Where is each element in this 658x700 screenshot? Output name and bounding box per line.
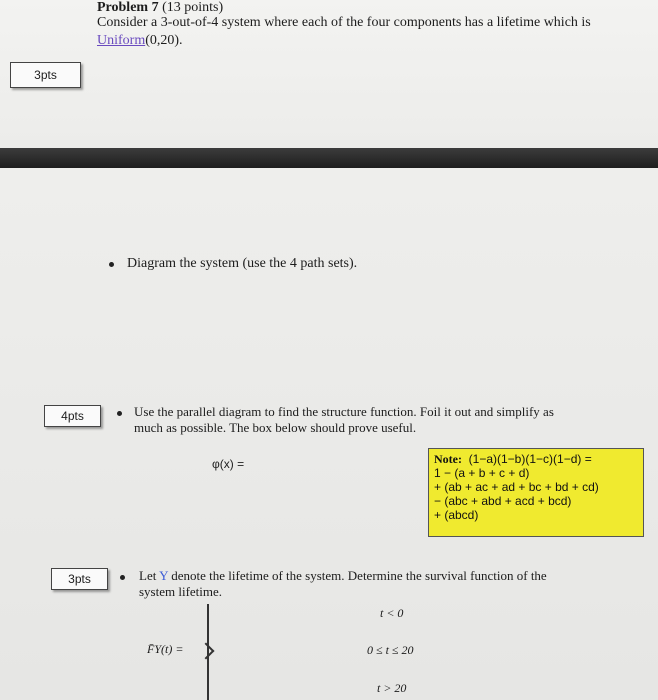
problem-heading: Problem 7: [97, 0, 159, 15]
note-row2: 1 − (a + b + c + d): [434, 466, 530, 480]
part3-instruction-line1: [139, 568, 547, 584]
pts-badge-part3: 3pts: [51, 568, 108, 590]
pts-badge-part2: 4pts: [44, 405, 101, 427]
part2-instruction-line1: Use the parallel diagram to find the structure function. Foil it out and simplify as: [134, 404, 554, 419]
part3-text-a: Let: [139, 568, 160, 583]
variable-y: Y: [159, 568, 168, 583]
part2-instruction-line2: much as possible. The box below should prove useful.: [134, 420, 417, 435]
distribution-params: (0,20).: [145, 33, 183, 48]
bullet-part3: [120, 575, 125, 580]
part3-instruction-line2: system lifetime.: [139, 584, 223, 599]
note-row3: + (ab + ac + ad + bc + bd + cd): [434, 480, 599, 494]
case-t-negative: t < 0: [380, 606, 404, 620]
note-row5: + (abcd): [434, 508, 479, 522]
part3-text-b: denote the lifetime of the system. Determine the survival function of the: [168, 568, 547, 583]
case-t-middle: 0 ≤ t ≤ 20: [367, 643, 414, 657]
case-t-large: t > 20: [377, 681, 407, 695]
part1-instruction: Diagram the system (use the 4 path sets).: [127, 256, 358, 271]
pts-badge-part1: 3pts: [10, 62, 81, 88]
problem-statement-line1: Consider a 3-out-of-4 system where each of the four components has a lifetime which is: [97, 15, 591, 30]
uniform-link[interactable]: Uniform: [97, 33, 146, 48]
page-divider: [0, 148, 658, 168]
problem-points: (13 points): [162, 0, 224, 15]
note-row4: − (abc + abd + acd + bcd): [434, 494, 572, 508]
bullet-part1: [109, 262, 114, 267]
problem-statement-line2: [97, 33, 183, 49]
bullet-part2: [117, 411, 122, 416]
note-row1: (1−a)(1−b)(1−c)(1−d) =: [468, 452, 592, 466]
problem-title: [97, 0, 223, 16]
note-box: [428, 448, 644, 537]
structure-function-label: φ(x) =: [212, 457, 245, 471]
survival-function-label: F̄Y(t) =: [147, 642, 184, 656]
note-label: Note:: [434, 452, 462, 466]
